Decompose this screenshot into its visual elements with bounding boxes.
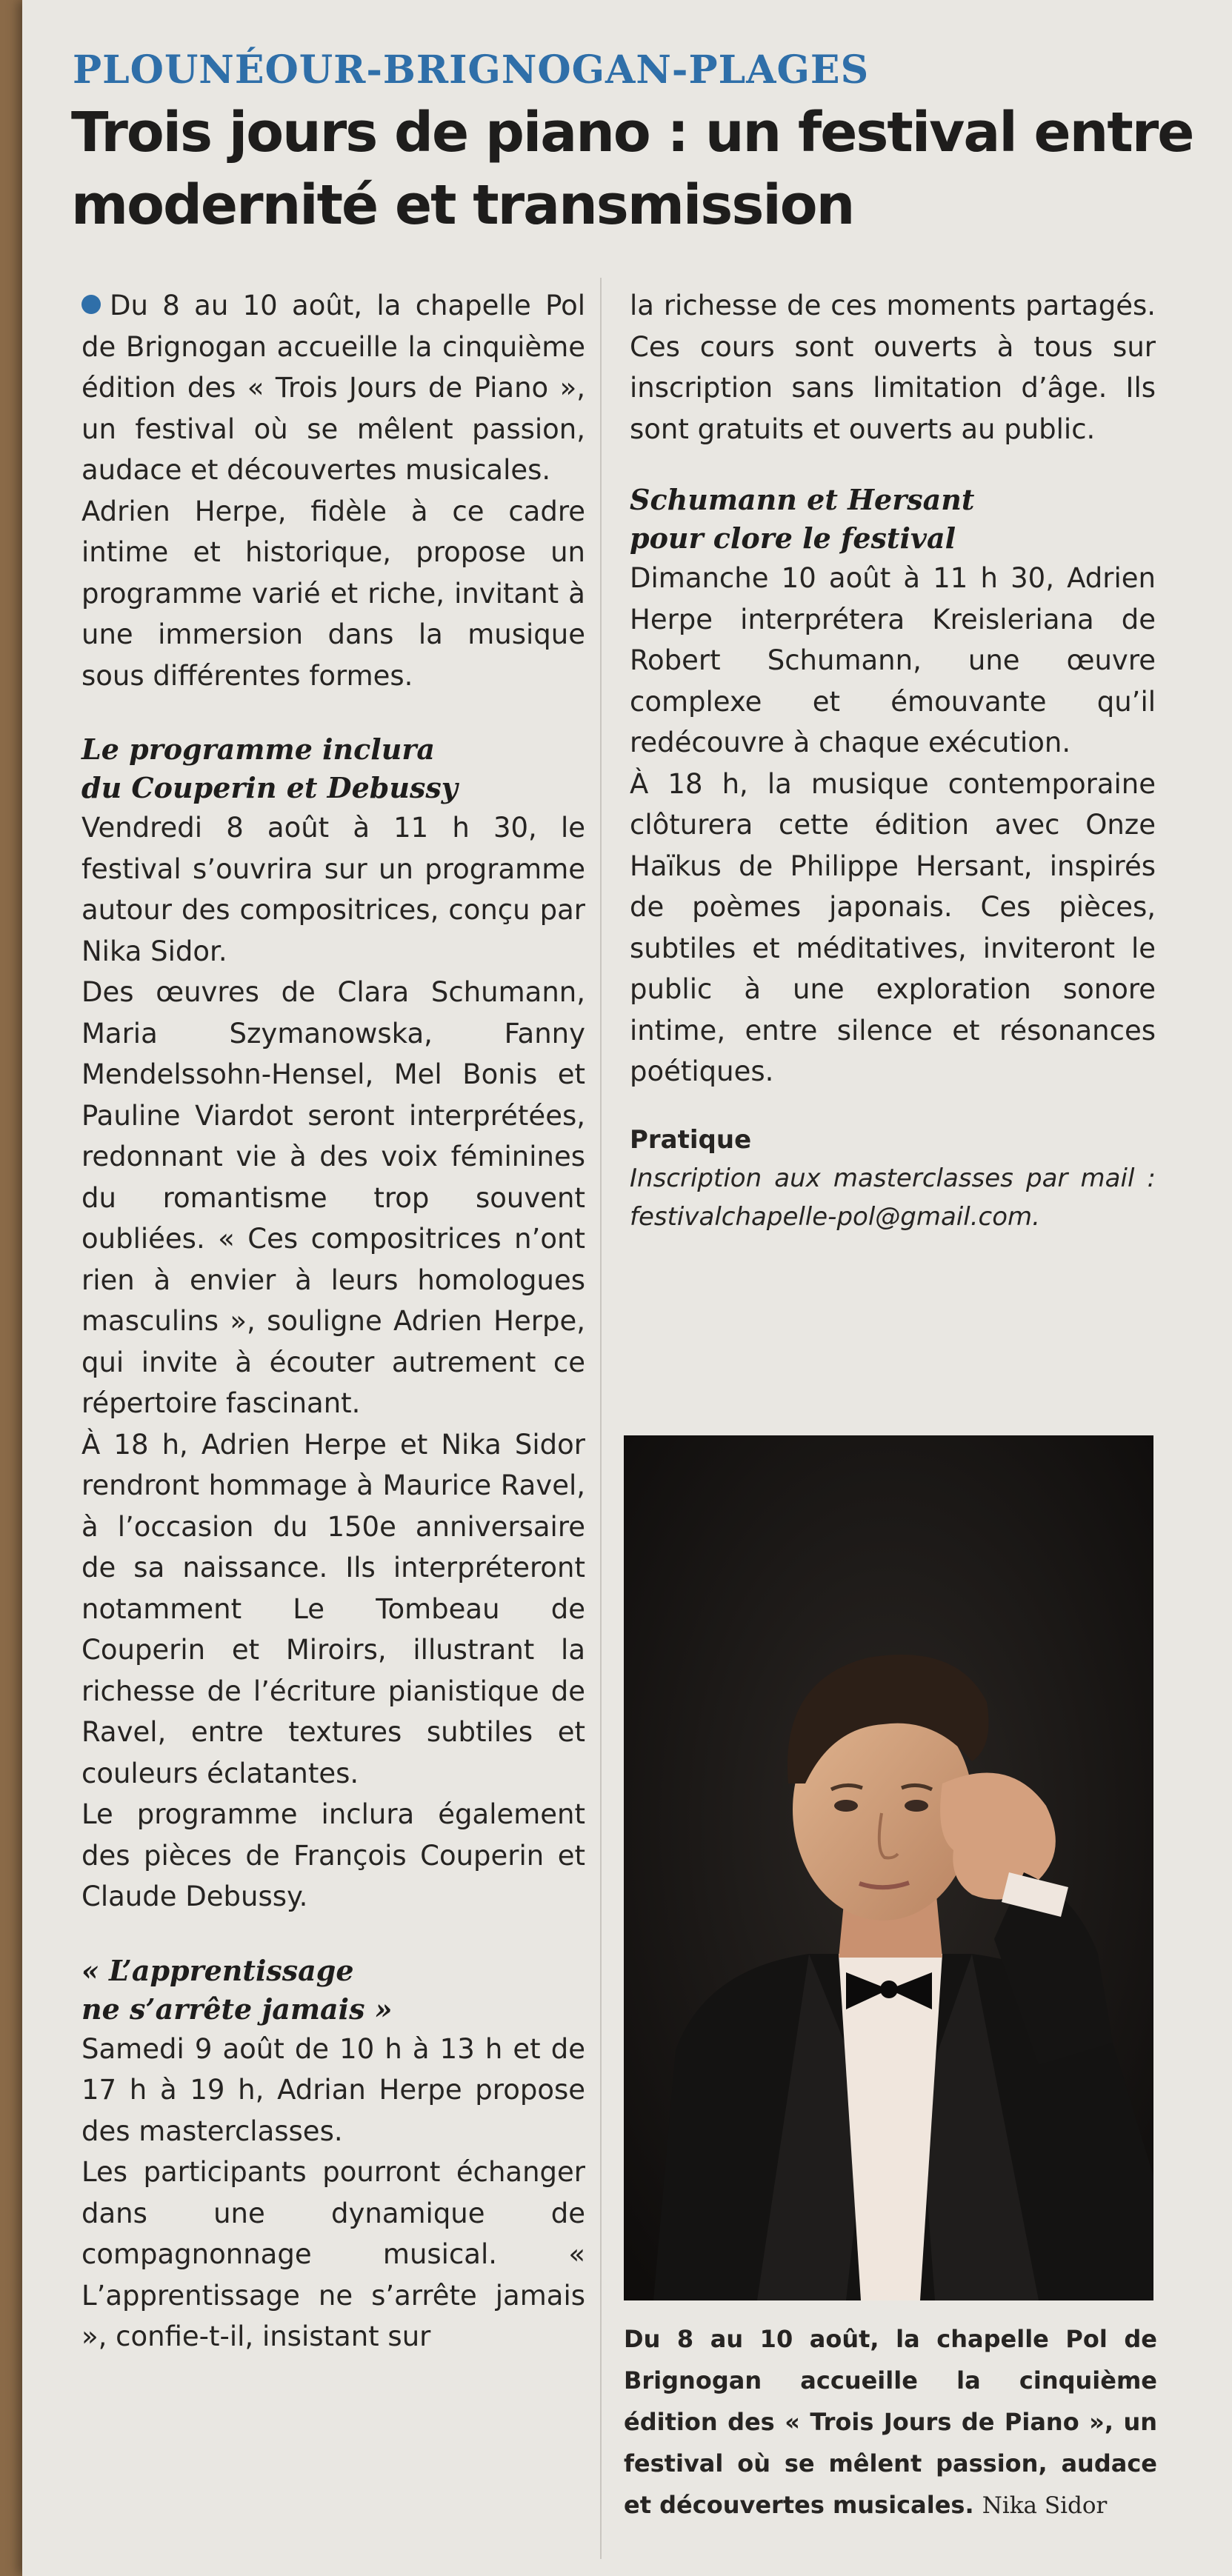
portrait-illustration [624,1435,1153,2300]
paragraph: Adrien Herpe, fidèle à ce cadre intime et historique, propose un programme varié et riche, invitant à une immersion dans la musique sous différentes formes. [81,495,585,692]
paragraph: Samedi 9 août de 10 h à 13 h et de 17 h à 19 h, Adrian Herpe propose des masterclasses. [81,2032,585,2147]
column-divider [600,278,602,2559]
paragraph: Vendredi 8 août à 11 h 30, le festival s’ouvrira sur un programme autour des compositrices, conçu par Nika Sidor. [81,812,585,967]
bullet-icon [81,295,101,314]
right-column [630,285,1156,1236]
pianist-photo [624,1435,1153,2300]
left-column [81,285,585,2358]
paragraph: À 18 h, la musique contemporaine clôturera cette édition avec Onze Haïkus de Philippe Hersant, inspirés de poèmes japonais. Ces pièces, subtiles et méditatives, inviteront le public à une exploration sonore intime, entre silence et résonances poétiques. [630,767,1156,1087]
intro-paragraph: Du 8 au 10 août, la chapelle Pol de Brignogan accueille la cinquième édition des « Trois Jours de Piano », un festival où se mêlent passion, audace et découvertes musicales. [81,290,585,486]
newspaper-page [22,0,1232,2576]
paragraph: Des œuvres de Clara Schumann, Maria Szymanowska, Fanny Mendelssohn-Hensel, Mel Bonis et Pauline Viardot seront interprétées, redonnant vie à des voix féminines du romantisme trop souvent oubliées. « Ces compositrices n’ont rien à envier à leurs homologues masculins », souligne Adrien Herpe, qui invite à écouter autrement ce répertoire fascinant. [81,976,585,1419]
subheading: « L’apprentissage ne s’arrête jamais » [81,1953,393,2026]
location-kicker: PLOUNÉOUR-BRIGNOGAN-PLAGES [73,47,870,93]
subheading: Le programme inclura du Couperin et Debussy [81,733,458,804]
paragraph: Dimanche 10 août à 11 h 30, Adrien Herpe interprétera Kreisleriana de Robert Schumann, une œuvre complexe et émouvante qu’il redécouvre à chaque exécution. [630,562,1156,758]
paragraph: Les participants pourront échanger dans une dynamique de compagnonnage musical. « L’apprentissage ne s’arrête jamais », confie-t-il, insistant sur [81,2156,585,2352]
paragraph: la richesse de ces moments partagés. Ces cours sont ouverts à tous sur inscription sans limitation d’âge. Ils sont gratuits et ouverts au public. [630,290,1156,445]
pratique-info: Inscription aux masterclasses par mail : festivalchapelle-pol@gmail.com. [630,1163,1156,1232]
photo-credit: Nika Sidor [982,2492,1108,2519]
article-headline: Trois jours de piano : un festival entre modernité et transmission [71,101,1193,237]
paragraph: Le programme inclura également des pièces de François Couperin et Claude Debussy. [81,1798,585,1912]
pratique-title: Pratique [630,1124,752,1155]
paragraph: À 18 h, Adrien Herpe et Nika Sidor rendront hommage à Maurice Ravel, à l’occasion du 150e anniversaire de sa naissance. Ils interpréteront notamment Le Tombeau de Couperin et Miroirs, illustrant la richesse de l’écriture pianistique de Ravel, entre textures subtiles et couleurs éclatantes. [81,1428,585,1789]
subheading: Schumann et Hersant pour clore le festival [630,483,975,555]
photo-caption: Du 8 au 10 août, la chapelle Pol de Brignogan accueille la cinquième édition des « Trois Jours de Piano », un festival où se mêlent passion, audace et découvertes musicales. Nika Sidor [624,2325,1157,2519]
